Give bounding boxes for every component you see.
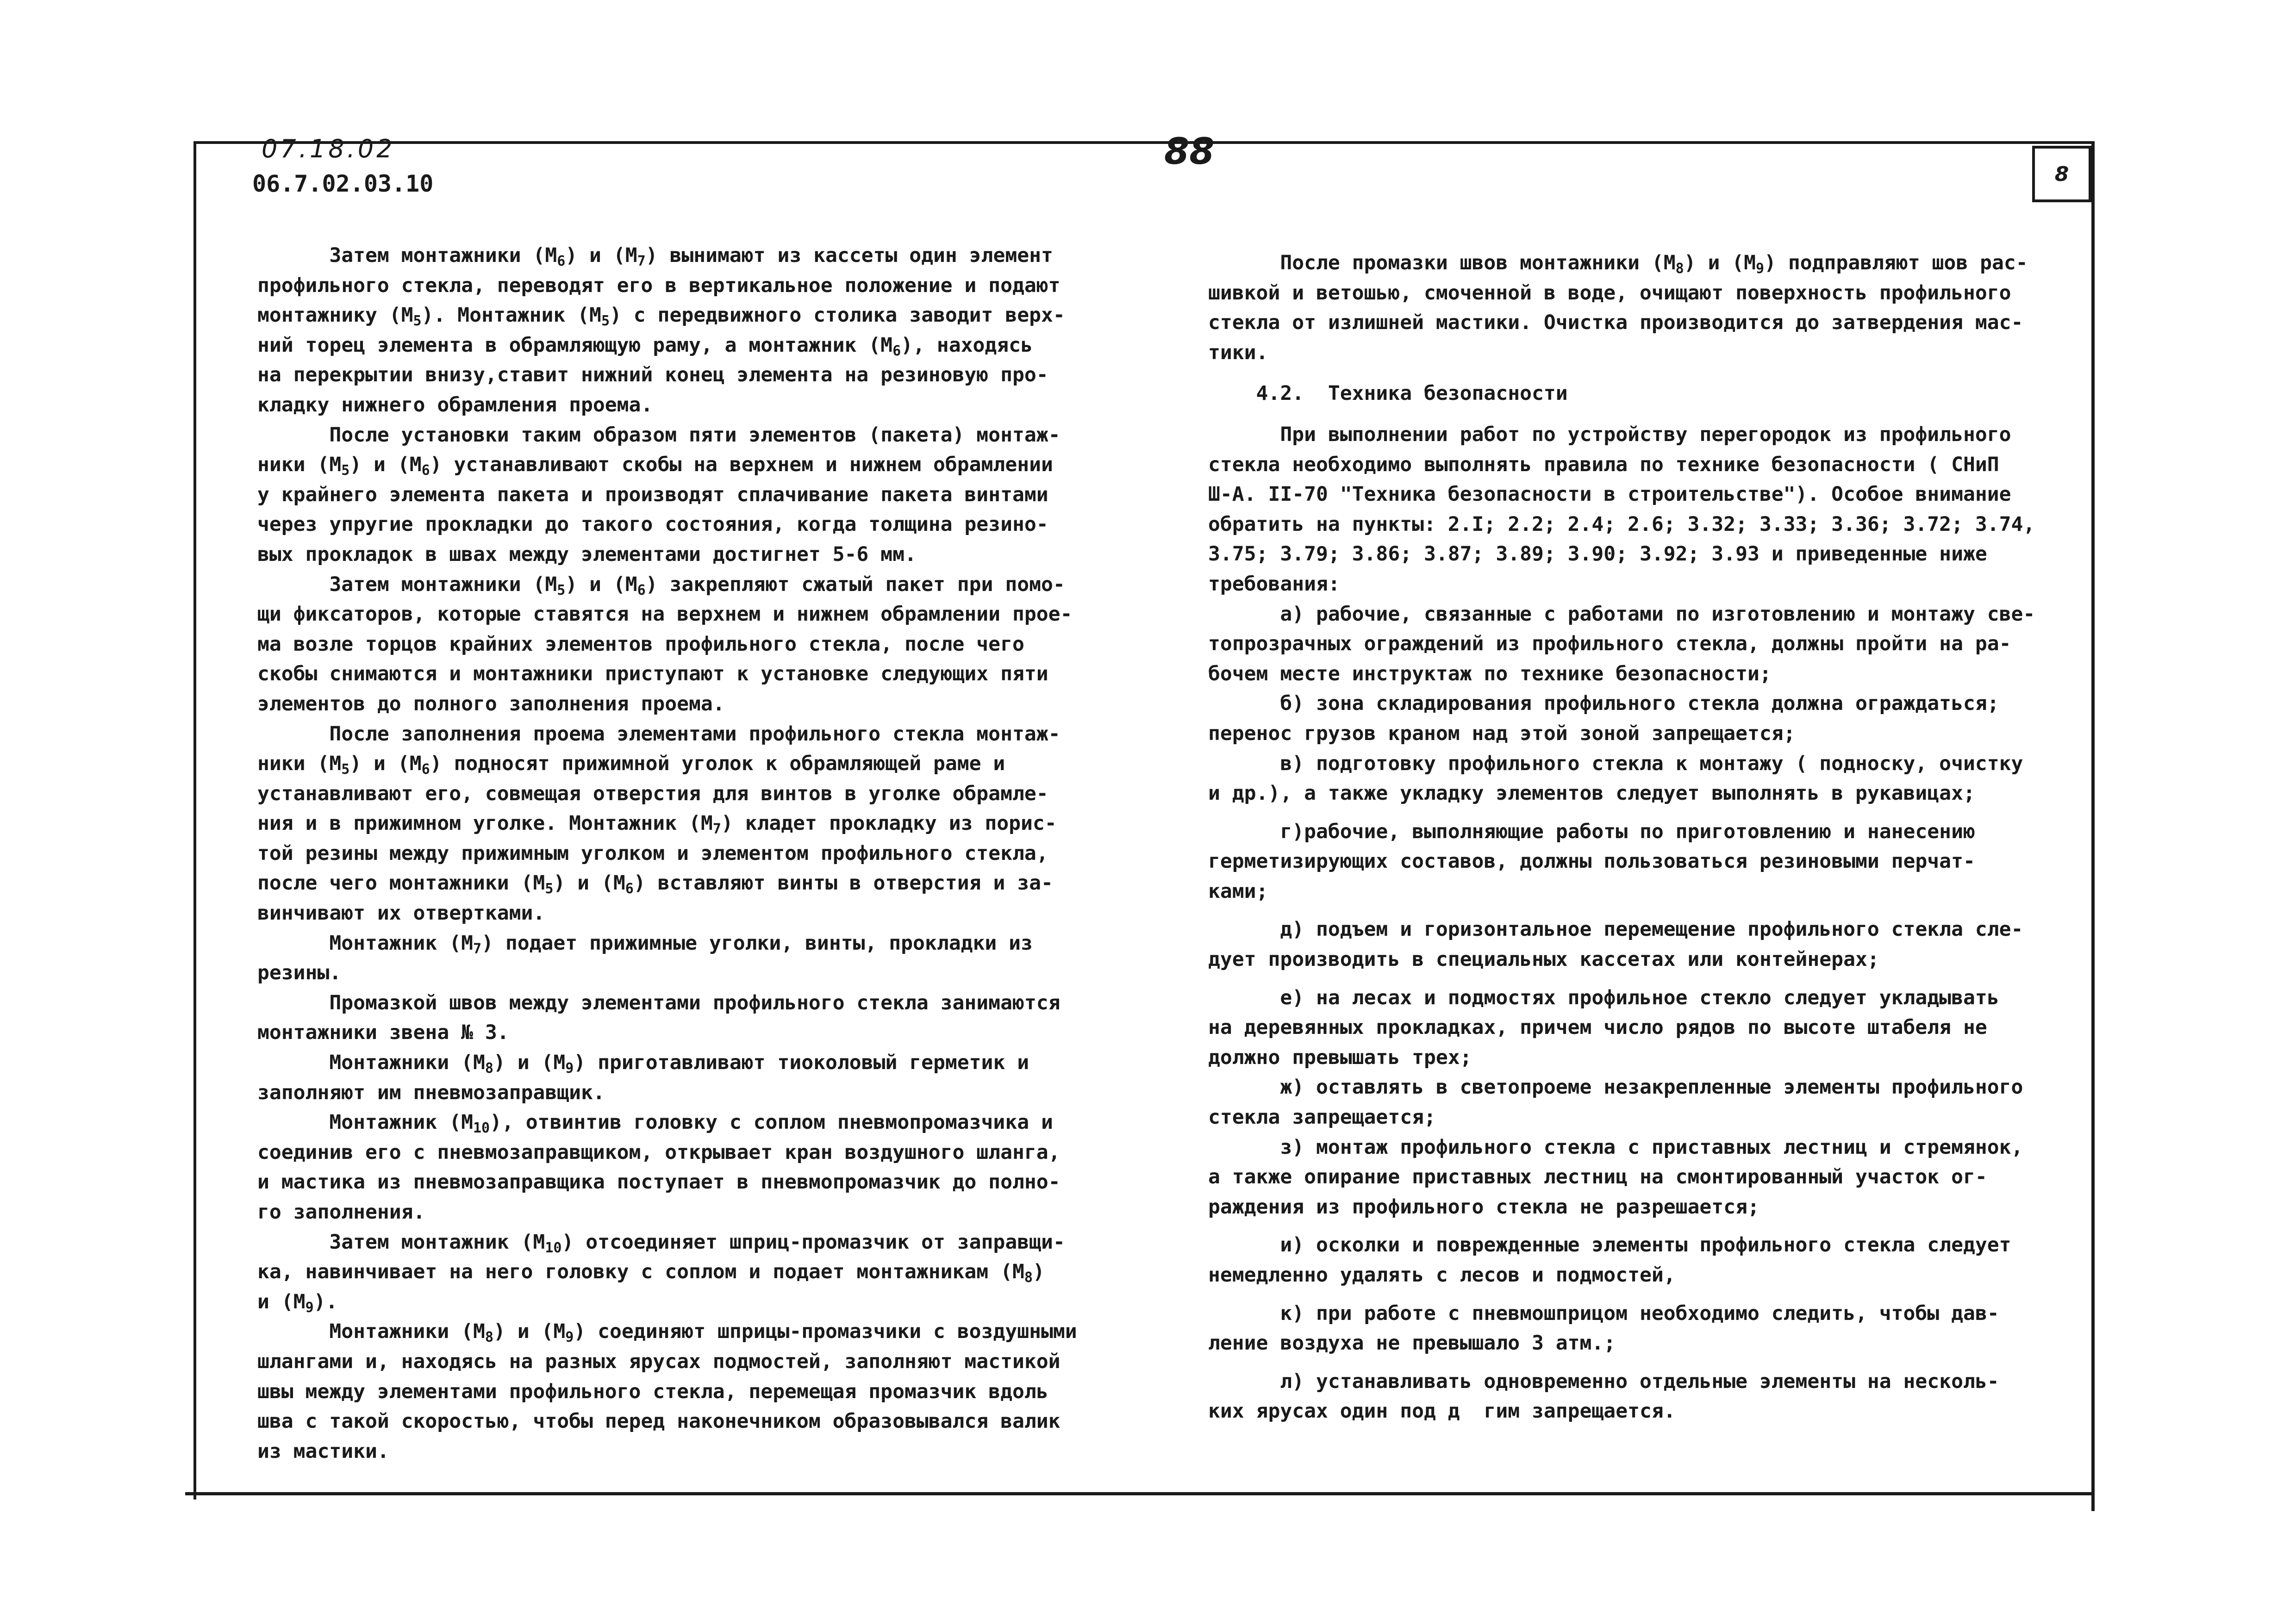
paragraph-gap [1208, 367, 2037, 379]
text-line [257, 868, 1054, 898]
subscript: 9 [305, 1299, 314, 1316]
text-segment: элементов до полного заполнения проема. [257, 692, 725, 716]
subscript: 6 [637, 582, 646, 598]
text-line [1208, 915, 2037, 945]
paragraph-gap [1208, 1222, 2037, 1230]
text-segment: ) и (М [1684, 251, 1756, 274]
document-code-handwritten: 07.18.02 [262, 134, 395, 163]
text-segment: через упругие прокладки до такого состояния, когда толщина резино- [257, 513, 1048, 536]
text-segment: у крайнего элемента пакета и производят сплачивание пакета винтами [257, 483, 1048, 506]
text-line [1208, 420, 2037, 450]
text-line [1208, 846, 2037, 877]
text-line [257, 570, 1065, 600]
text-segment: профильного стекла, переводят его в вертикальное положение и подают [257, 274, 1061, 297]
text-segment: ж) оставлять в светопроеме незакрепленные элементы профильного [1208, 1076, 2023, 1099]
text-segment: стекла от излишней мастики. Очистка производится до затвердения мас- [1208, 311, 2023, 335]
subscript: 6 [892, 342, 901, 359]
text-line [257, 898, 1054, 928]
text-line [257, 330, 1054, 361]
subscript: 8 [485, 1329, 493, 1346]
text-line [1208, 1072, 2037, 1102]
text-segment: и (М [257, 1290, 306, 1313]
subscript: 9 [1756, 261, 1765, 277]
text-segment: После заполнения проема элементами профильного стекла монтаж- [257, 722, 1061, 746]
text-line [1208, 1328, 2037, 1358]
text-segment: ) закрепляют сжатый пакет при помо- [645, 572, 1065, 596]
text-segment: кладку нижнего обрамления проема. [257, 393, 653, 417]
text-line [257, 719, 1061, 749]
text-line [1208, 479, 2037, 510]
text-segment: Монтажники (М [257, 1051, 485, 1075]
text-segment: ) и (М [565, 244, 637, 267]
subscript: 6 [421, 462, 430, 479]
text-line [1208, 817, 2037, 847]
text-line [1208, 1013, 2037, 1043]
left-text-column [257, 241, 1077, 1466]
text-segment: ) и (М [349, 453, 422, 477]
right-text-column [1208, 248, 2037, 1426]
text-segment: го заполнения. [257, 1201, 425, 1224]
text-line [1208, 749, 2037, 779]
subscript: 9 [565, 1060, 574, 1077]
text-line [1208, 1260, 2037, 1290]
text-line [1208, 1230, 2037, 1260]
text-line [1208, 983, 2037, 1013]
text-line [257, 360, 1054, 390]
page-number: 88 [1164, 131, 1215, 173]
text-segment: ) и (М [493, 1320, 566, 1344]
text-segment: ) и (М [493, 1051, 566, 1075]
text-segment: Затем монтажники (М [257, 244, 557, 267]
text-segment: требования: [1208, 572, 1340, 596]
paragraph-gap [1208, 1290, 2037, 1299]
text-line [1208, 1102, 2037, 1132]
text-segment: ). [313, 1290, 338, 1313]
text-line [257, 1437, 1054, 1467]
subscript: 6 [421, 761, 430, 778]
subscript: 5 [545, 881, 554, 897]
text-segment: а) рабочие, связанные с работами по изготовлению и монтажу све- [1208, 602, 2035, 626]
text-segment: ) вынимают из кассеты один элемент [645, 244, 1053, 267]
text-segment: ) с передвижного столика заводит верх- [610, 304, 1065, 327]
text-line [257, 510, 1054, 540]
text-line [1208, 1299, 2037, 1329]
text-segment: той резины между прижимным уголком и элементом профильного стекла, [257, 841, 1048, 865]
text-line [257, 300, 1065, 330]
text-line [257, 1317, 1077, 1347]
subscript: 5 [341, 761, 350, 778]
text-line [257, 779, 1054, 809]
text-line [1208, 308, 2037, 338]
text-line [257, 390, 1054, 420]
subscript: 5 [557, 582, 566, 598]
text-line [257, 271, 1061, 301]
subscript: 8 [1024, 1269, 1033, 1286]
text-segment: обратить на пункты: 2.I; 2.2; 2.4; 2.6; 3.32; 3.33; 3.36; 3.72; 3.74, [1208, 512, 2035, 536]
text-segment: щи фиксаторов, которые ставятся на верхнем и нижнем обрамлении прое- [257, 603, 1073, 626]
text-line [1208, 1132, 2037, 1163]
text-line [257, 1197, 1054, 1227]
text-segment: ) и (М [349, 752, 422, 776]
text-line [257, 749, 1054, 779]
text-segment: скобы снимаются и монтажники приступают к установке следующих пяти [257, 662, 1048, 686]
document-code: 06.7.02.03.10 [252, 170, 434, 197]
text-line [257, 1108, 1054, 1138]
text-segment: ) и (М [553, 871, 625, 895]
subscript: 10 [545, 1239, 562, 1256]
text-line [1208, 1162, 2037, 1192]
text-line [257, 1257, 1054, 1287]
text-segment: немедленно удалять с лесов и подмостей, [1208, 1263, 1676, 1287]
text-line [1208, 1043, 2037, 1073]
text-segment: бочем месте инструктаж по технике безопасности; [1208, 662, 1772, 685]
text-segment: После установки таким образом пяти элементов (пакета) монтаж- [257, 423, 1061, 447]
text-segment: л) устанавливать одновременно отдельные элементы на несколь- [1208, 1369, 1999, 1393]
text-segment: е) на лесах и подмостях профильное стекло следует укладывать [1208, 986, 1999, 1009]
text-segment: и мастика из пневмозаправщика поступает в пневмопромазчик до полно- [257, 1170, 1061, 1194]
text-line [1208, 659, 2037, 689]
text-segment: ) отсоединяет шприц-промазчик от заправщи- [562, 1230, 1065, 1254]
text-segment: После промазки швов монтажники (М [1208, 251, 1676, 274]
text-line [1208, 510, 2037, 540]
text-segment: раждения из профильного стекла не разрешается; [1208, 1195, 1759, 1219]
text-line [257, 1048, 1054, 1078]
text-segment: должно превышать трех; [1208, 1045, 1472, 1069]
text-line [1208, 569, 2037, 599]
text-line [257, 1138, 1061, 1168]
text-segment: стекла необходимо выполнять правила по технике безопасности ( СНиП [1208, 453, 1999, 476]
text-segment: на деревянных прокладках, причем число рядов по высоте штабеля не [1208, 1016, 1987, 1039]
text-segment: ка, навинчивает на него головку с соплом и подает монтажникам (М [257, 1260, 1024, 1284]
text-segment: ), находясь [901, 333, 1033, 357]
text-segment: после чего монтажники (М [257, 871, 545, 895]
text-line [1208, 1396, 2037, 1426]
text-line [1208, 1367, 2037, 1397]
text-segment: ) кладет прокладку из порис- [721, 812, 1057, 835]
text-segment: ) вставляют винты в отверстия и за- [633, 871, 1053, 895]
text-line [257, 480, 1054, 510]
subscript: 5 [413, 313, 422, 330]
text-segment: шивкой и ветошью, смоченной в воде, очищают поверхность профильного [1208, 281, 2011, 305]
text-line [1208, 719, 2037, 749]
text-segment: б) зона складирования профильного стекла должна ограждаться; [1208, 692, 1999, 716]
paragraph-gap [1208, 1358, 2037, 1367]
text-segment: шва с такой скоростью, чтобы перед наконечником образовывался валик [257, 1410, 1061, 1433]
text-segment: ). Монтажник (М [421, 304, 601, 327]
text-segment: стекла запрещается; [1208, 1106, 1436, 1129]
text-line [1208, 945, 2037, 975]
text-line [1208, 1192, 2037, 1222]
text-segment: и) осколки и поврежденные элементы профильного стекла следует [1208, 1233, 2011, 1257]
paragraph-gap [1208, 409, 2037, 420]
text-segment: резины. [257, 961, 342, 985]
text-line [257, 1167, 1061, 1197]
paragraph-gap [1208, 975, 2037, 983]
text-segment: а также опирание приставных лестниц на смонтированный участок ог- [1208, 1165, 1987, 1189]
text-segment: из мастики. [257, 1439, 389, 1463]
text-line [257, 1018, 1054, 1048]
text-segment: топрозрачных ограждений из профильного стекла, должны пройти на ра- [1208, 632, 2011, 656]
text-segment: Монтажники (М [257, 1320, 485, 1344]
text-segment: ) приготавливают тиоколовый герметик и [574, 1051, 1029, 1075]
text-line [1208, 539, 2037, 569]
frame-top-line [193, 141, 2094, 144]
frame-right-line [2091, 141, 2095, 1511]
text-line [257, 1347, 1061, 1377]
subscript: 9 [565, 1329, 574, 1346]
text-line [257, 958, 1054, 988]
subscript: 6 [557, 253, 566, 269]
text-line [257, 540, 1054, 570]
frame-bottom-line [185, 1492, 2094, 1495]
text-segment: ) подает прижимные уголки, винты, прокладки из [481, 931, 1033, 955]
text-segment: ) подправляют шов рас- [1764, 251, 2028, 274]
text-line [257, 988, 1061, 1018]
subscript: 7 [473, 940, 482, 957]
text-line [257, 1227, 1065, 1257]
text-segment: ких ярусах один под д гим запрещается. [1208, 1400, 1676, 1423]
text-segment: ) устанавливают скобы на верхнем и нижнем обрамлении [430, 453, 1053, 477]
frame-left-line [193, 141, 196, 1500]
text-segment: заполняют им пневмозаправщик. [257, 1081, 605, 1104]
text-line [257, 928, 1054, 958]
text-segment: ) [1032, 1260, 1045, 1284]
text-line [257, 1078, 1054, 1108]
subscript: 10 [473, 1120, 490, 1137]
sheet-number-box [2032, 146, 2091, 202]
text-line [1208, 248, 2037, 278]
text-segment: и др.), а также укладку элементов следует выполнять в рукавицах; [1208, 782, 1975, 805]
text-segment: ) подносят прижимной уголок к обрамляющей раме и [430, 752, 1005, 776]
text-segment: устанавливают его, совмещая отверстия для винтов в уголке обрамле- [257, 782, 1048, 805]
text-line [257, 241, 1054, 271]
text-segment: ний торец элемента в обрамляющую раму, а монтажник (М [257, 333, 893, 357]
text-segment: вых прокладок в швах между элементами достигнет 5-6 мм. [257, 542, 917, 566]
subscript: 5 [341, 462, 350, 479]
text-segment: д) подъем и горизонтальное перемещение профильного стекла сле- [1208, 918, 2023, 941]
text-segment: Ш-А. II-70 "Техника безопасности в строительстве"). Особое внимание [1208, 483, 2011, 506]
text-segment: 3.75; 3.79; 3.86; 3.87; 3.89; 3.90; 3.92; 3.93 и приведенные ниже [1208, 542, 1987, 566]
text-line [257, 420, 1061, 450]
text-segment: винчивают их отвертками. [257, 902, 545, 925]
text-line [257, 599, 1073, 629]
text-line [1208, 778, 2037, 809]
text-segment: ление воздуха не превышало 3 атм.; [1208, 1332, 1616, 1355]
text-segment: к) при работе с пневмошприцом необходимо следить, чтобы дав- [1208, 1301, 1999, 1325]
text-segment: ния и в прижимном уголке. Монтажник (М [257, 812, 713, 835]
text-line [1208, 877, 2037, 907]
text-line [257, 839, 1054, 869]
text-line [257, 689, 1054, 719]
subscript: 7 [637, 253, 646, 269]
text-segment: монтажнику (М [257, 304, 413, 327]
subscript: 5 [601, 313, 610, 330]
paragraph-gap [1208, 809, 2037, 817]
text-segment: Затем монтажники (М [257, 572, 557, 596]
text-segment: ками; [1208, 879, 1268, 903]
text-segment: швы между элементами профильного стекла, перемещая промазчик вдоль [257, 1380, 1048, 1403]
subscript: 8 [1675, 261, 1684, 277]
subscript: 7 [712, 821, 721, 838]
text-segment: герметизирующих составов, должны пользоваться резиновыми перчат- [1208, 850, 1975, 873]
text-segment: ники (М [257, 453, 342, 477]
sheet-number: 8 [2054, 162, 2069, 186]
text-segment: перенос грузов краном над этой зоной запрещается; [1208, 722, 1796, 745]
text-line [1208, 338, 2037, 368]
text-line [1208, 450, 2037, 480]
text-line [257, 809, 1057, 839]
text-line [257, 629, 1054, 660]
text-segment: в) подготовку профильного стекла к монтажу ( подноску, очистку [1208, 752, 2023, 775]
text-segment: монтажники звена № 3. [257, 1021, 509, 1045]
text-line [1208, 278, 2037, 308]
text-segment: ники (М [257, 752, 342, 776]
text-line [1208, 629, 2037, 659]
text-segment: ) соединяют шприцы-промазчики с воздушными [574, 1320, 1077, 1344]
text-line [257, 659, 1054, 689]
text-segment: соединив его с пневмозаправщиком, открывает кран воздушного шланга, [257, 1140, 1061, 1164]
text-segment: ), отвинтив головку с соплом пневмопромазчика и [490, 1111, 1053, 1134]
text-segment: з) монтаж профильного стекла с приставных лестниц и стремянок, [1208, 1135, 2023, 1159]
text-segment: Затем монтажник (М [257, 1230, 545, 1254]
text-segment: Промазкой швов между элементами профильного стекла занимаются [257, 991, 1061, 1014]
text-line [257, 1377, 1054, 1407]
text-segment: 4.2. Техника безопасности [1208, 382, 1568, 405]
text-segment: тики. [1208, 341, 1268, 364]
subscript: 6 [625, 881, 634, 897]
text-segment: г)рабочие, выполняющие работы по приготовлению и нанесению [1208, 820, 1975, 843]
text-line [1208, 379, 2037, 409]
text-segment: на перекрытии внизу,ставит нижний конец элемента на резиновую про- [257, 363, 1048, 387]
text-line [257, 1287, 1054, 1317]
text-segment: шлангами и, находясь на разных ярусах подмостей, заполняют мастикой [257, 1350, 1061, 1373]
text-segment: Монтажник (М [257, 1111, 473, 1134]
text-segment: дует производить в специальных кассетах или контейнерах; [1208, 948, 1879, 971]
text-segment: ) и (М [565, 572, 637, 596]
text-line [1208, 599, 2037, 629]
text-segment: Монтажник (М [257, 931, 473, 955]
subscript: 8 [485, 1060, 493, 1077]
text-line [1208, 689, 2037, 719]
paragraph-gap [1208, 906, 2037, 915]
text-segment: ма возле торцов крайних элементов профильного стекла, после чего [257, 632, 1024, 656]
text-segment: При выполнении работ по устройству перегородок из профильного [1208, 423, 2011, 446]
text-line [257, 1406, 1061, 1437]
text-line [257, 450, 1054, 480]
